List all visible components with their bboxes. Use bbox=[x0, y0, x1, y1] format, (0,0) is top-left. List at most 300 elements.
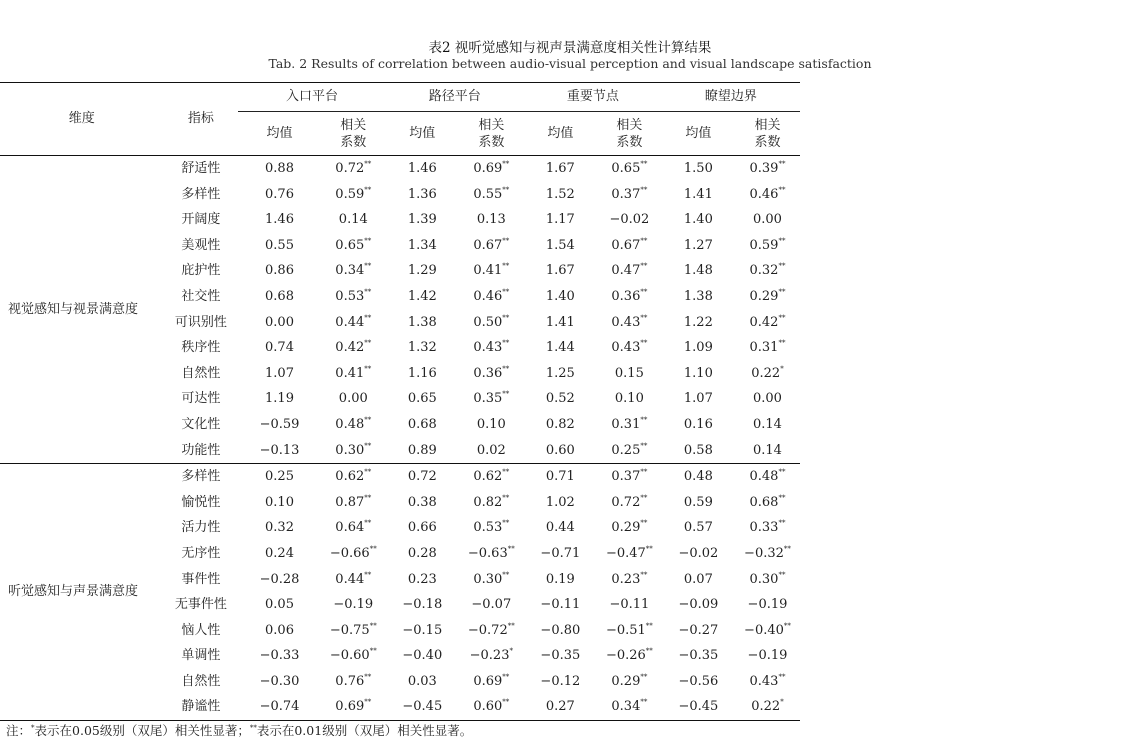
corr-cell bbox=[321, 361, 386, 387]
mean-value: 1.48 bbox=[683, 263, 713, 279]
corr-cell bbox=[459, 207, 524, 233]
corr-value: 0.33 bbox=[749, 520, 779, 536]
header-mean: 均值 bbox=[524, 112, 597, 156]
mean-value: 0.57 bbox=[683, 520, 713, 536]
significance-mark: ** bbox=[502, 519, 510, 528]
corr-cell bbox=[735, 567, 800, 593]
header-mean: 均值 bbox=[238, 112, 321, 156]
header-corr-line1: 相关 bbox=[340, 117, 367, 133]
corr-cell bbox=[459, 567, 524, 593]
mean-value: 1.02 bbox=[545, 494, 575, 510]
mean-value: 1.41 bbox=[545, 314, 575, 330]
corr-value: 0.53 bbox=[473, 520, 503, 536]
corr-cell bbox=[735, 515, 800, 541]
mean-value: 0.06 bbox=[265, 622, 294, 638]
mean-value: 0.44 bbox=[545, 520, 575, 536]
mean-value: 0.58 bbox=[683, 442, 713, 458]
mean-value: 1.67 bbox=[545, 161, 575, 176]
mean-value: 1.54 bbox=[545, 237, 575, 253]
corr-value: 0.23 bbox=[611, 571, 641, 587]
indicator-cell: 无序性 bbox=[181, 545, 221, 561]
significance-mark: ** bbox=[778, 339, 786, 348]
table-title-cn: 表2 视听觉感知与视声景满意度相关性计算结果 bbox=[428, 40, 712, 56]
mean-value: 1.52 bbox=[545, 186, 575, 202]
corr-cell bbox=[459, 233, 524, 259]
header-corr bbox=[321, 112, 386, 156]
corr-value: 0.39 bbox=[749, 161, 779, 176]
note-text-001: 表示在0.01级别（双尾）相关性显著。 bbox=[256, 723, 473, 738]
significance-mark: ** bbox=[502, 236, 510, 245]
corr-cell bbox=[459, 464, 524, 490]
corr-value: 0.59 bbox=[749, 237, 779, 253]
correlation-table bbox=[0, 82, 800, 721]
corr-value: 0.02 bbox=[476, 442, 506, 458]
corr-value: 0.42 bbox=[335, 340, 365, 356]
significance-mark: ** bbox=[364, 415, 372, 424]
corr-value: 0.36 bbox=[611, 288, 641, 304]
significance-mark: ** bbox=[364, 519, 372, 528]
significance-mark: ** bbox=[507, 544, 515, 553]
corr-cell bbox=[459, 438, 524, 464]
corr-value: 0.43 bbox=[611, 314, 641, 330]
mean-value: −0.45 bbox=[662, 694, 735, 720]
corr-cell bbox=[735, 694, 800, 720]
indicator-cell: 静谧性 bbox=[164, 694, 239, 720]
mean-value: 0.28 bbox=[407, 545, 437, 561]
indicator-cell: 功能性 bbox=[181, 442, 221, 458]
header-mean: 均值 bbox=[662, 112, 735, 156]
significance-mark: ** bbox=[645, 544, 653, 553]
corr-value: 0.64 bbox=[335, 520, 365, 536]
indicator-cell: 文化性 bbox=[181, 416, 221, 432]
indicator-cell: 舒适性 bbox=[181, 161, 221, 176]
significance-mark: ** bbox=[502, 160, 510, 168]
corr-cell bbox=[735, 541, 800, 567]
corr-cell bbox=[597, 233, 662, 259]
corr-cell bbox=[597, 567, 662, 593]
significance-mark: ** bbox=[640, 339, 648, 348]
mean-value: 1.46 bbox=[265, 212, 294, 228]
significance-mark: ** bbox=[502, 185, 510, 194]
corr-value: 0.30 bbox=[749, 571, 779, 587]
significance-mark: ** bbox=[364, 313, 372, 322]
corr-cell bbox=[735, 643, 800, 669]
mean-value: 0.25 bbox=[238, 464, 321, 490]
indicator-cell: 庇护性 bbox=[181, 263, 221, 279]
mean-value: −0.45 bbox=[386, 694, 459, 720]
corr-cell bbox=[597, 335, 662, 361]
corr-cell bbox=[321, 284, 386, 310]
header-group-path: 路径平台 bbox=[386, 83, 524, 112]
significance-mark: ** bbox=[778, 236, 786, 245]
corr-value: 0.43 bbox=[611, 340, 641, 356]
significance-mark: ** bbox=[778, 262, 786, 271]
table-title-en: Tab. 2 Results of correlation between audio-visual perception and visual landscape satisfaction bbox=[268, 56, 872, 71]
corr-value: 0.22 bbox=[751, 365, 781, 381]
corr-cell bbox=[321, 156, 386, 182]
corr-cell bbox=[735, 233, 800, 259]
indicator-cell: 可识别性 bbox=[174, 314, 227, 330]
corr-cell bbox=[459, 592, 524, 618]
corr-value: 0.00 bbox=[752, 212, 782, 228]
corr-value: 0.82 bbox=[473, 494, 503, 510]
corr-value: 0.62 bbox=[473, 469, 503, 485]
corr-value: 0.44 bbox=[335, 571, 365, 587]
mean-value: 1.46 bbox=[407, 161, 437, 176]
header-corr bbox=[735, 112, 800, 156]
significance-mark: ** bbox=[640, 519, 648, 528]
mean-value: −0.80 bbox=[540, 622, 581, 638]
indicator-cell: 可达性 bbox=[181, 391, 221, 407]
header-corr-line2: 系数 bbox=[616, 134, 643, 150]
corr-value: 0.50 bbox=[473, 314, 503, 330]
mean-value: 1.39 bbox=[407, 212, 437, 228]
corr-cell bbox=[597, 541, 662, 567]
corr-value: 0.10 bbox=[614, 391, 644, 407]
corr-value: −0.19 bbox=[747, 648, 788, 664]
mean-value: −0.56 bbox=[678, 673, 719, 689]
mean-value: 1.25 bbox=[545, 365, 575, 381]
significance-mark: * bbox=[780, 698, 784, 707]
mean-value: 1.41 bbox=[683, 186, 713, 202]
significance-mark: ** bbox=[502, 698, 510, 707]
mean-value: 1.27 bbox=[683, 237, 713, 253]
significance-mark: ** bbox=[640, 672, 648, 681]
corr-cell bbox=[735, 258, 800, 284]
significance-mark: ** bbox=[364, 262, 372, 271]
mean-value: 0.74 bbox=[265, 340, 294, 356]
mean-value: 1.36 bbox=[407, 186, 437, 202]
significance-mark: ** bbox=[364, 570, 372, 579]
mean-value: 0.23 bbox=[407, 571, 437, 587]
mean-value: −0.12 bbox=[540, 673, 581, 689]
significance-mark: ** bbox=[364, 493, 372, 502]
corr-value: 0.15 bbox=[614, 365, 644, 381]
corr-value: 0.43 bbox=[749, 673, 779, 689]
significance-mark: ** bbox=[640, 313, 648, 322]
mean-value: −0.28 bbox=[259, 571, 300, 587]
corr-cell bbox=[735, 438, 800, 464]
significance-mark: ** bbox=[783, 544, 791, 553]
corr-value: 0.60 bbox=[473, 699, 503, 715]
mean-value: −0.27 bbox=[678, 622, 719, 638]
corr-cell bbox=[459, 412, 524, 438]
corr-cell bbox=[597, 310, 662, 336]
significance-mark: ** bbox=[783, 621, 791, 630]
header-group-entrance: 入口平台 bbox=[238, 83, 386, 112]
corr-cell bbox=[321, 464, 386, 490]
mean-value: 0.55 bbox=[265, 237, 294, 253]
mean-value: −0.30 bbox=[259, 673, 300, 689]
significance-mark: ** bbox=[502, 364, 510, 373]
header-corr-line2: 系数 bbox=[478, 134, 505, 150]
corr-cell bbox=[321, 541, 386, 567]
significance-mark: ** bbox=[507, 621, 515, 630]
mean-value: 1.42 bbox=[407, 288, 437, 304]
note-label: 注： bbox=[6, 723, 32, 738]
mean-value: 0.07 bbox=[683, 571, 713, 587]
significance-mark: ** bbox=[640, 185, 648, 194]
mean-value: 0.19 bbox=[545, 571, 575, 587]
corr-value: 0.13 bbox=[476, 212, 506, 228]
mean-value: 1.38 bbox=[683, 288, 713, 304]
corr-value: 0.68 bbox=[749, 494, 779, 510]
corr-value: 0.44 bbox=[335, 314, 365, 330]
mean-value: 1.40 bbox=[683, 212, 713, 228]
corr-value: 0.10 bbox=[476, 416, 506, 432]
header-row-groups bbox=[0, 83, 800, 112]
corr-value: 0.30 bbox=[473, 571, 503, 587]
corr-value: 0.35 bbox=[473, 391, 503, 407]
significance-mark: ** bbox=[645, 647, 653, 656]
mean-value: 1.38 bbox=[407, 314, 437, 330]
indicator-cell: 单调性 bbox=[181, 648, 221, 664]
significance-mark: ** bbox=[502, 390, 510, 399]
mean-value: 0.52 bbox=[545, 391, 575, 407]
corr-cell bbox=[321, 233, 386, 259]
corr-cell bbox=[459, 694, 524, 720]
significance-mark: ** bbox=[364, 339, 372, 348]
indicator-cell: 开阔度 bbox=[181, 212, 221, 228]
corr-value: 0.32 bbox=[749, 263, 779, 279]
mean-value: 1.19 bbox=[265, 391, 294, 407]
mean-value: 0.68 bbox=[407, 416, 437, 432]
mean-value: −0.11 bbox=[540, 597, 581, 613]
corr-cell bbox=[459, 541, 524, 567]
corr-cell bbox=[597, 412, 662, 438]
corr-cell bbox=[459, 310, 524, 336]
corr-value: −0.19 bbox=[747, 597, 788, 613]
corr-cell bbox=[597, 258, 662, 284]
note-text-005: 表示在0.05级别（双尾）相关性显著； bbox=[34, 723, 250, 738]
corr-value: −0.32 bbox=[744, 545, 784, 561]
significance-mark: * bbox=[780, 364, 784, 373]
corr-value: 0.59 bbox=[335, 186, 365, 202]
corr-cell bbox=[597, 386, 662, 412]
mean-value: 1.22 bbox=[683, 314, 713, 330]
corr-cell bbox=[459, 361, 524, 387]
corr-value: 0.65 bbox=[335, 237, 365, 253]
mean-value: 1.50 bbox=[683, 161, 713, 176]
corr-value: −0.60 bbox=[329, 648, 370, 664]
corr-value: 0.25 bbox=[611, 442, 641, 458]
header-corr bbox=[597, 112, 662, 156]
mean-value: 0.03 bbox=[407, 673, 437, 689]
significance-mark: ** bbox=[640, 262, 648, 271]
indicator-cell: 多样性 bbox=[164, 464, 239, 490]
corr-value: −0.63 bbox=[467, 545, 508, 561]
corr-cell bbox=[459, 515, 524, 541]
significance-mark: ** bbox=[640, 441, 648, 450]
corr-value: −0.51 bbox=[605, 622, 646, 638]
significance-mark: ** bbox=[364, 441, 372, 450]
mean-value: −0.18 bbox=[402, 597, 443, 613]
corr-cell bbox=[597, 669, 662, 695]
mean-value: −0.40 bbox=[402, 648, 443, 664]
indicator-cell: 自然性 bbox=[181, 365, 221, 381]
corr-cell bbox=[735, 284, 800, 310]
mean-value: −0.71 bbox=[540, 545, 581, 561]
dimension-cell: 听觉感知与声景满意度 bbox=[0, 464, 164, 721]
indicator-cell: 愉悦性 bbox=[181, 494, 221, 510]
mean-value: 1.29 bbox=[407, 263, 437, 279]
corr-cell bbox=[459, 156, 524, 182]
corr-cell bbox=[735, 490, 800, 516]
corr-value: −0.26 bbox=[605, 648, 646, 664]
corr-cell bbox=[321, 310, 386, 336]
header-corr-line1: 相关 bbox=[616, 117, 643, 133]
corr-value: 0.47 bbox=[611, 263, 641, 279]
corr-value: 0.29 bbox=[749, 288, 779, 304]
corr-cell bbox=[735, 464, 800, 490]
corr-value: −0.66 bbox=[329, 545, 370, 561]
mean-value: 0.16 bbox=[683, 416, 713, 432]
significance-mark: ** bbox=[640, 415, 648, 424]
significance-mark: ** bbox=[778, 672, 786, 681]
corr-cell bbox=[321, 438, 386, 464]
corr-value: 0.37 bbox=[611, 186, 641, 202]
significance-mark: ** bbox=[364, 468, 372, 477]
corr-cell bbox=[459, 490, 524, 516]
significance-mark: * bbox=[509, 647, 513, 656]
corr-value: −0.40 bbox=[744, 622, 784, 638]
header-corr-line1: 相关 bbox=[478, 117, 505, 133]
mean-value: −0.13 bbox=[259, 442, 300, 458]
corr-value: 0.14 bbox=[752, 442, 782, 458]
significance-mark: ** bbox=[502, 287, 510, 296]
significance-mark: ** bbox=[778, 313, 786, 322]
mean-value: 0.00 bbox=[265, 314, 294, 330]
header-group-node: 重要节点 bbox=[524, 83, 662, 112]
indicator-cell: 活力性 bbox=[181, 520, 221, 536]
indicator-cell: 秩序性 bbox=[181, 340, 221, 356]
corr-cell bbox=[735, 592, 800, 618]
corr-cell bbox=[735, 335, 800, 361]
corr-cell bbox=[321, 643, 386, 669]
corr-cell bbox=[459, 284, 524, 310]
mean-value: 0.86 bbox=[265, 263, 294, 279]
mean-value: 0.66 bbox=[407, 520, 437, 536]
mean-value: 0.65 bbox=[407, 391, 437, 407]
corr-cell bbox=[321, 258, 386, 284]
corr-cell bbox=[321, 386, 386, 412]
corr-cell bbox=[321, 515, 386, 541]
corr-cell bbox=[459, 335, 524, 361]
corr-value: 0.34 bbox=[611, 699, 641, 715]
corr-cell bbox=[735, 361, 800, 387]
corr-cell bbox=[597, 618, 662, 644]
significance-mark: ** bbox=[778, 468, 786, 477]
mean-value: −0.02 bbox=[678, 545, 719, 561]
mean-value: 0.72 bbox=[386, 464, 459, 490]
corr-value: 0.43 bbox=[473, 340, 503, 356]
mean-value: −0.35 bbox=[678, 648, 719, 664]
significance-mark: ** bbox=[364, 287, 372, 296]
significance-mark: ** bbox=[364, 236, 372, 245]
corr-cell bbox=[735, 386, 800, 412]
corr-cell bbox=[597, 207, 662, 233]
significance-mark: ** bbox=[364, 160, 372, 168]
corr-value: 0.00 bbox=[338, 391, 368, 407]
corr-value: 0.14 bbox=[752, 416, 782, 432]
corr-value: 0.41 bbox=[335, 365, 365, 381]
indicator-cell: 自然性 bbox=[181, 673, 221, 689]
dimension-cell: 视觉感知与视景满意度 bbox=[8, 301, 139, 317]
mean-value: 1.34 bbox=[407, 237, 437, 253]
corr-cell bbox=[459, 182, 524, 208]
significance-mark: ** bbox=[502, 570, 510, 579]
mean-value: 0.60 bbox=[545, 442, 575, 458]
table-row bbox=[0, 464, 800, 490]
corr-value: 0.67 bbox=[611, 237, 641, 253]
corr-value: 0.41 bbox=[473, 263, 503, 279]
mean-value: 1.16 bbox=[407, 365, 437, 381]
significance-mark: ** bbox=[778, 185, 786, 194]
significance-mark: ** bbox=[369, 544, 377, 553]
significance-mark: ** bbox=[778, 519, 786, 528]
corr-value: 0.14 bbox=[338, 212, 368, 228]
corr-cell bbox=[459, 643, 524, 669]
significance-mark: ** bbox=[502, 313, 510, 322]
mean-value: 0.24 bbox=[265, 545, 294, 561]
significance-mark: ** bbox=[645, 621, 653, 630]
significance-mark: ** bbox=[364, 185, 372, 194]
indicator-cell: 恼人性 bbox=[181, 622, 221, 638]
mean-value: −0.35 bbox=[540, 648, 581, 664]
corr-value: 0.42 bbox=[749, 314, 779, 330]
significance-mark: ** bbox=[778, 493, 786, 502]
corr-cell bbox=[597, 490, 662, 516]
corr-value: 0.22 bbox=[751, 699, 781, 715]
corr-cell bbox=[597, 464, 662, 490]
corr-value: 0.30 bbox=[335, 442, 365, 458]
significance-mark: ** bbox=[502, 339, 510, 348]
corr-value: 0.55 bbox=[473, 186, 503, 202]
mean-value: 0.82 bbox=[545, 416, 575, 432]
significance-mark: ** bbox=[778, 287, 786, 296]
corr-value: 0.69 bbox=[473, 161, 503, 176]
corr-cell bbox=[735, 182, 800, 208]
corr-value: 0.29 bbox=[611, 520, 641, 536]
significance-mark: ** bbox=[364, 364, 372, 373]
mean-value: −0.74 bbox=[238, 694, 321, 720]
corr-cell bbox=[597, 438, 662, 464]
header-indicator: 指标 bbox=[164, 83, 239, 156]
table-note bbox=[6, 721, 472, 739]
corr-cell bbox=[321, 412, 386, 438]
corr-value: 0.00 bbox=[752, 391, 782, 407]
corr-cell bbox=[597, 182, 662, 208]
header-mean: 均值 bbox=[386, 112, 459, 156]
mean-value: 0.89 bbox=[407, 442, 437, 458]
significance-mark: ** bbox=[640, 160, 648, 168]
significance-mark: ** bbox=[502, 672, 510, 681]
corr-cell bbox=[597, 515, 662, 541]
corr-cell bbox=[459, 618, 524, 644]
corr-value: 0.46 bbox=[749, 186, 779, 202]
mean-value: −0.15 bbox=[402, 622, 443, 638]
corr-value: 0.48 bbox=[335, 416, 365, 432]
mean-value: −0.33 bbox=[259, 648, 300, 664]
corr-cell bbox=[597, 694, 662, 720]
corr-cell bbox=[459, 386, 524, 412]
mean-value: 1.07 bbox=[265, 365, 294, 381]
corr-cell bbox=[597, 156, 662, 182]
significance-mark: ** bbox=[640, 493, 648, 502]
significance-mark: ** bbox=[502, 493, 510, 502]
corr-cell bbox=[597, 361, 662, 387]
corr-value: 0.37 bbox=[611, 469, 641, 485]
